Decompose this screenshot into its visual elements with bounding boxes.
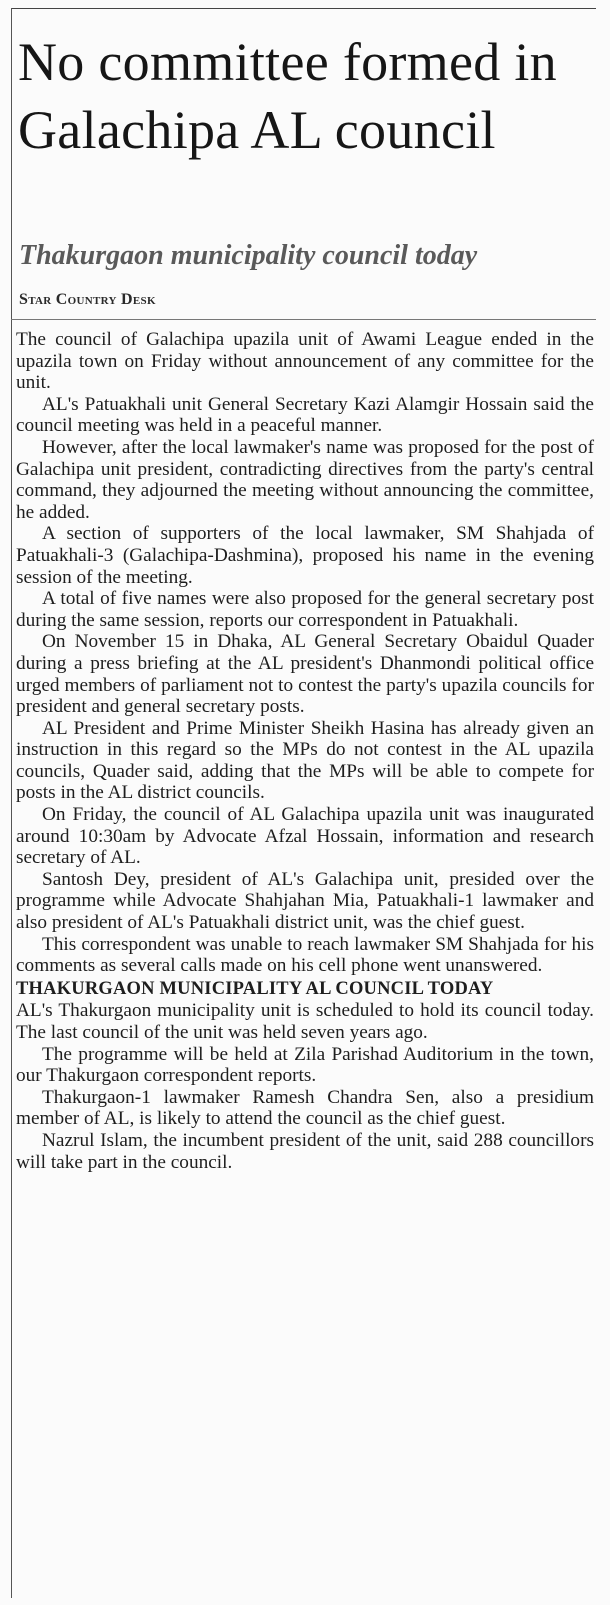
paragraph: However, after the local lawmaker's name was proposed for the post of Galachipa unit president, contradicting directives from the party's central command, they adjourned the meeting without announcing the committee, he added.: [16, 436, 594, 523]
paragraph: A total of five names were also proposed for the general secretary post during the same session, reports our correspondent in Patuakhali.: [16, 588, 594, 631]
paragraph: Nazrul Islam, the incumbent president of the unit, said 288 councillors will take part in the council.: [16, 1129, 594, 1173]
paragraph: The council of Galachipa upazila unit of Awami League ended in the upazila town on Friday without announcement of any committee for the unit.: [16, 329, 594, 394]
article-body: [16, 329, 594, 1173]
top-rule: [11, 8, 596, 9]
byline: Star Country Desk: [19, 291, 156, 308]
paragraph: Thakurgaon-1 lawmaker Ramesh Chandra Sen, also a presidium member of AL, is likely to attend the council as the chief guest.: [16, 1086, 594, 1130]
section-heading: THAKURGAON MUNICIPALITY AL COUNCIL TODAY: [16, 978, 494, 999]
paragraph: On November 15 in Dhaka, AL General Secretary Obaidul Quader during a press briefing at the AL president's Dhanmondi political office urged members of parliament not to contest the party's upazila councils for president and general secretary posts.: [16, 631, 594, 718]
paragraph: Santosh Dey, president of AL's Galachipa unit, presided over the programme while Advocate Shahjahan Mia, Patuakhali-1 lawmaker and also president of AL's Patuakhali district unit, was the chief guest.: [16, 868, 594, 934]
paragraph: AL's Patuakhali unit General Secretary Kazi Alamgir Hossain said the council meeting was held in a peaceful manner.: [16, 393, 594, 437]
paragraph: This correspondent was unable to reach lawmaker SM Shahjada for his comments as several calls made on his cell phone went unanswered.: [16, 933, 594, 977]
paragraph: On Friday, the council of AL Galachipa upazila unit was inaugurated around 10:30am by Advocate Afzal Hossain, information and research secretary of AL.: [16, 804, 594, 869]
paragraph: AL President and Prime Minister Sheikh Hasina has already given an instruction in this regard so the MPs do not contest in the AL upazila councils, Quader said, adding that the MPs will be able to compete for posts in the AL district councils.: [16, 717, 594, 804]
paragraph: A section of supporters of the local lawmaker, SM Shahjada of Patuakhali-3 (Galachipa-Dashmina), proposed his name in the evening session of the meeting.: [16, 523, 594, 588]
left-column-rule: [11, 8, 12, 1598]
headline: No committee formed in Galachipa AL council: [18, 32, 557, 160]
paragraph: The programme will be held at Zila Parishad Auditorium in the town, our Thakurgaon correspondent reports.: [16, 1043, 594, 1087]
byline-rule: [11, 319, 596, 320]
paragraph: AL's Thakurgaon municipality unit is scheduled to hold its council today. The last council of the unit was held seven years ago.: [16, 1000, 594, 1043]
subheadline: Thakurgaon municipality council today: [19, 240, 478, 271]
